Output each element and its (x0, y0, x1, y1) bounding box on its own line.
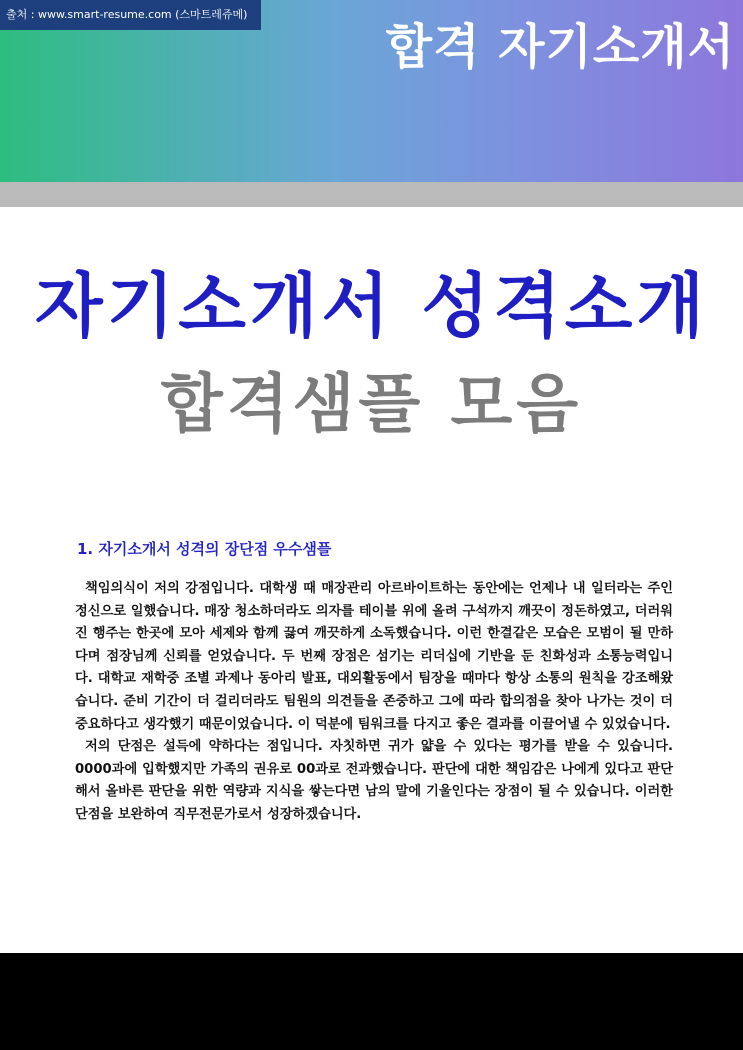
header-banner (0, 0, 743, 182)
source-label: 출처 : www.smart-resume.com (스마트레쥬메) (0, 0, 261, 30)
body-text (75, 578, 673, 827)
document-subtitle: 합격샘플 모음 (160, 368, 583, 442)
footer-bar (0, 953, 743, 1050)
paragraph: 책임의식이 저의 강점입니다. 대학생 때 매장관리 아르바이트하는 동안에는 언제나 내 일터라는 주인정신으로 일했습니다. 매장 청소하더라도 의자를 테이블 위에 올려 구석까지 깨끗이 정돈하였고, 더러워진 행주는 한곳에 모아 세제와 함께 끓여 깨끗하게 소독했습니다. 이런 한결같은 모습은 모범이 될 만하다며 점장님께 신뢰를 얻었습니다. 두 번째 장점은 섬기는 리더십에 기반을 둔 친화성과 소통능력입니다. 대학교 재학중 조별 과제나 동아리 발표, 대외활동에서 팀장을 때마다 항상 소통의 원칙을 강조해왔습니다. 준비 기간이 더 걸리더라도 팀원의 의견들을 존중하고 그에 따라 합의점을 찾아 나가는 것이 더 중요하다고 생각했기 때문이었습니다. 이 덕분에 팀워크를 다지고 좋은 결과를 이끌어낼 수 있었습니다. (75, 581, 673, 732)
divider-bar (0, 182, 743, 207)
paragraph: 저의 단점은 설득에 약하다는 점입니다. 자칫하면 귀가 얇을 수 있다는 평가를 받을 수 있습니다. 0000과에 입학했지만 가족의 권유로 00과로 전과했습니다. 판단에 대한 책임감은 나에게 있다고 판단해서 올바른 판단을 위한 역량과 지식을 쌓는다면 남의 말에 기울인다는 장점이 될 수 있습니다. 이러한 단점을 보완하여 직무전문가로서 성장하겠습니다. (75, 739, 673, 822)
document-title: 자기소개서 성격소개 (35, 265, 708, 347)
section-heading: 1. 자기소개서 성격의 장단점 우수샘플 (77, 540, 332, 558)
banner-title: 합격 자기소개서 (385, 19, 735, 75)
